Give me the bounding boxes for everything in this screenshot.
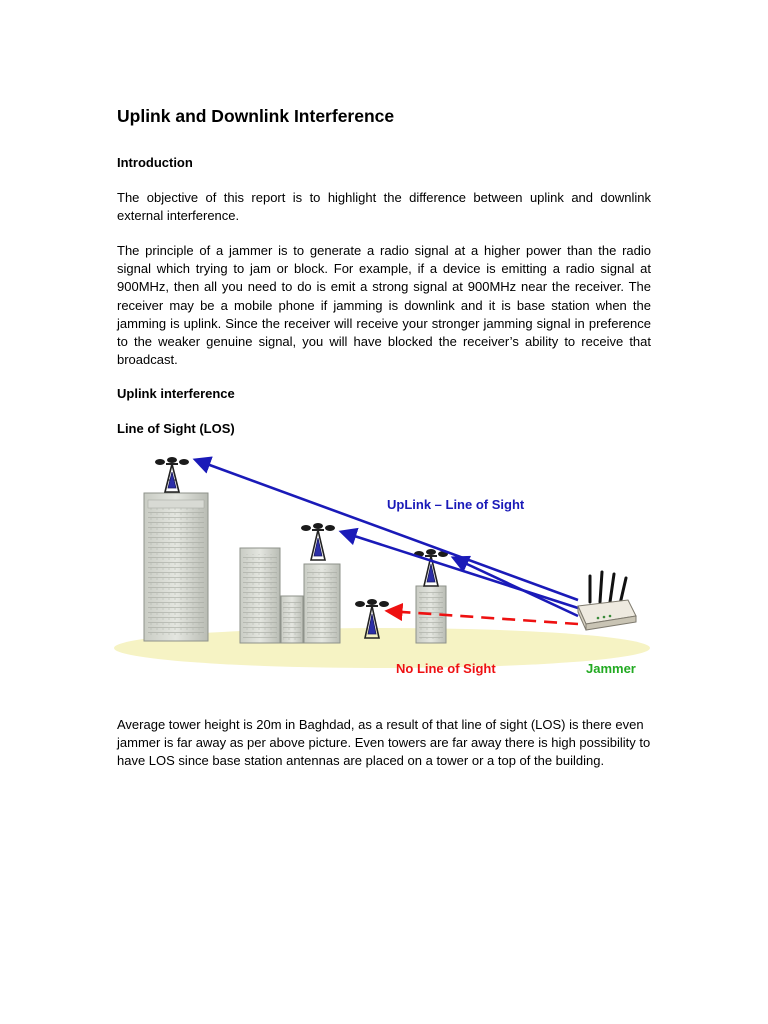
middle-building-small-icon [281, 596, 303, 643]
tower-antenna-icon [301, 523, 335, 560]
uplink-los-label: UpLink – Line of Sight [387, 497, 525, 512]
nlos-label: No Line of Sight [396, 661, 496, 676]
intro-paragraph-2: The principle of a jammer is to generate a radio signal at a higher power than the radio signal which trying to jam or block. For example, if a device is emitting a radio signal at 900MHz, then all you need to do is emit a strong signal at 900MHz near the receiver. The receiver may be a mobile phone if jamming is downlink and it is base station when the jamming is uplink. Since the receiver will receive your stronger jamming signal in preference to the weaker genuine signal, you will have blocked the receiver’s ability to receive that broadcast. [117, 243, 651, 368]
uplink-arrow-right [454, 558, 578, 616]
intro-paragraph-1: The objective of this report is to highlight the difference between uplink and downlink external interference. [117, 190, 651, 224]
tower-antenna-icon [414, 549, 448, 586]
closing-paragraph: Average tower height is 20m in Baghdad, as a result of that line of sight (LOS) is there even jammer is far away as per above picture. Even towers are far away there is high possibility to have LOS since base station antennas are placed on a tower or a top of the building. [117, 717, 651, 769]
uplink-arrow-middle [342, 532, 578, 608]
los-heading: Line of Sight (LOS) [117, 421, 235, 436]
uplink-interference-figure [112, 448, 652, 688]
document-title: Uplink and Downlink Interference [117, 106, 395, 126]
uplink-heading: Uplink interference [117, 386, 235, 401]
middle-building-right-icon [304, 564, 340, 643]
jammer-device-icon [578, 572, 636, 630]
middle-building-left-icon [240, 548, 280, 643]
introduction-heading: Introduction [117, 155, 193, 170]
tall-building-icon [144, 493, 208, 641]
jammer-label: Jammer [586, 661, 636, 676]
tower-antenna-icon [155, 457, 189, 492]
